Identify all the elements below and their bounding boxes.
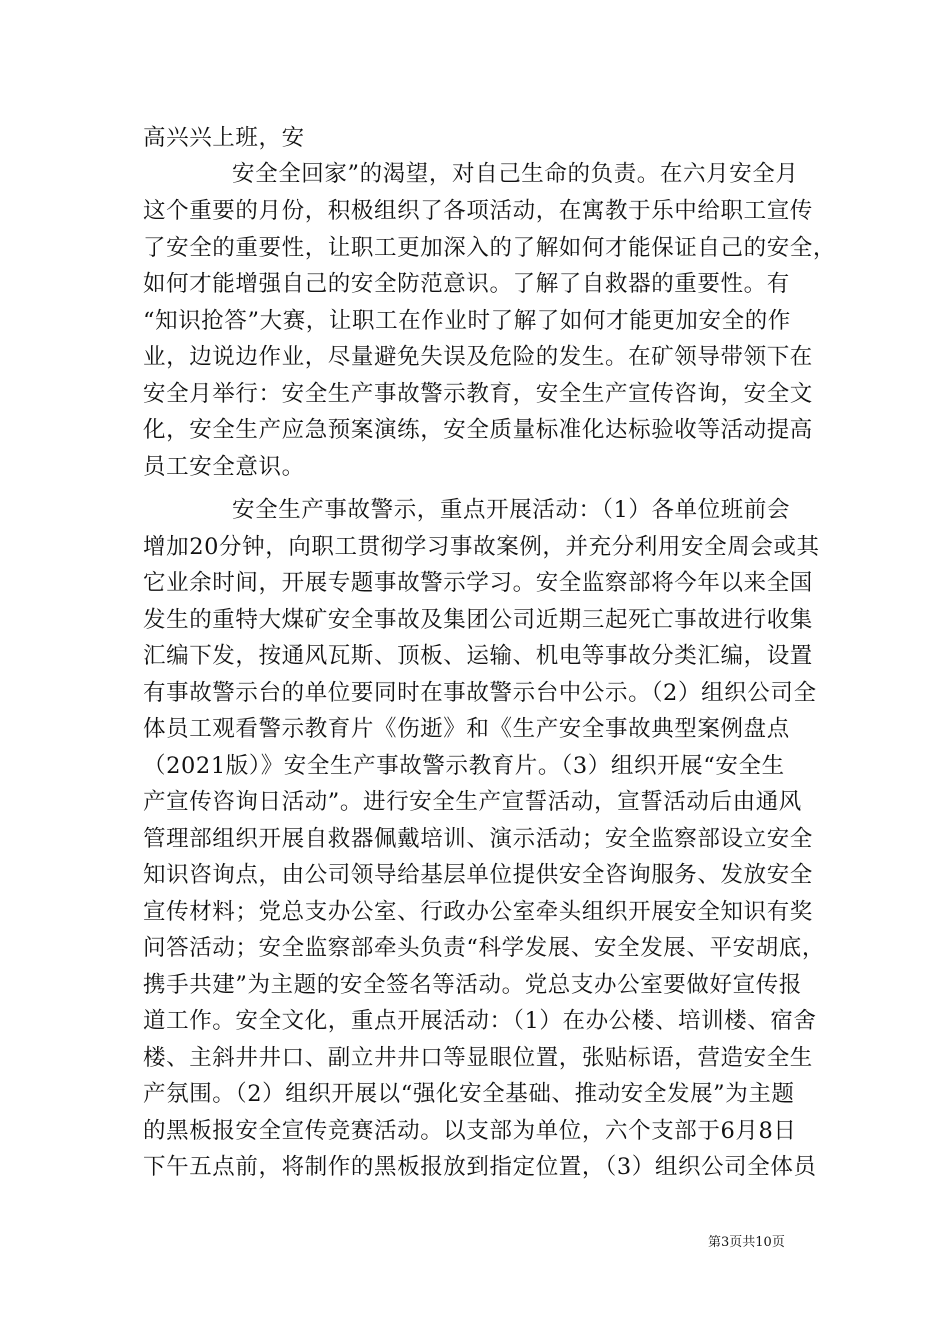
text-line: 体员工观看警示教育片《伤逝》和《生产安全事故典型案例盘点 [143,716,790,742]
text-line: 产氛围。（2）组织开展以“强化安全基础、推动安全发展”为主题 [143,1081,795,1107]
text-line: 它业余时间，开展专题事故警示学习。安全监察部将今年以来全国 [143,570,813,596]
text-line: 汇编下发，按通风瓦斯、顶板、运输、机电等事故分类汇编，设置 [143,643,813,669]
text-line: 发生的重特大煤矿安全事故及集团公司近期三起死亡事故进行收集 [143,607,813,633]
text-line: 下午五点前，将制作的黑板报放到指定位置，（3）组织公司全体员 [143,1154,817,1180]
text-line: 了安全的重要性，让职工更加深入的了解如何才能保证自己的安全， [143,235,837,261]
text-line: 道工作。安全文化，重点开展活动：（1）在办公楼、培训楼、宿舍 [143,1008,817,1034]
text-line: “知识抢答”大赛，让职工在作业时了解了如何才能更加安全的作 [143,308,791,334]
text-line: 安全全回家”的渴望，对自己生命的负责。在六月安全月 [232,161,799,187]
text-line: 宣传材料；党总支办公室、行政办公室牵头组织开展安全知识有奖 [143,899,813,925]
text-line: 高兴兴上班，安 [143,125,305,151]
text-line: 化，安全生产应急预案演练，安全质量标准化达标验收等活动提高 [143,417,813,443]
text-line: 产宣传咨询日活动”。进行安全生产宣誓活动，宣誓活动后由通风 [143,789,802,815]
text-line: 员工安全意识。 [143,454,305,480]
text-line: 问答活动；安全监察部牵头负责“科学发展、安全发展、平安胡底， [143,935,826,961]
text-line: 如何才能增强自己的安全防范意识。了解了自救器的重要性。有 [143,271,790,297]
text-line: 业，边说边作业，尽量避免失误及危险的发生。在矿领导带领下在 [143,344,813,370]
text-line: （2021版）》安全生产事故警示教育片。（3）组织开展“安全生 [143,753,785,779]
text-line: 知识咨询点，由公司领导给基层单位提供安全咨询服务、发放安全 [143,862,813,888]
page-number: 第3页共10页 [708,1235,785,1250]
text-line: 增加20分钟，向职工贯彻学习事故案例，并充分利用安全周会或其 [143,534,820,560]
text-line: 楼、主斜井井口、副立井井口等显眼位置，张贴标语，营造安全生 [143,1045,813,1071]
text-line: 管理部组织开展自救器佩戴培训、演示活动；安全监察部设立安全 [143,826,813,852]
text-line: 携手共建”为主题的安全签名等活动。党总支办公室要做好宣传报 [143,972,802,998]
text-line: 有事故警示台的单位要同时在事故警示台中公示。（2）组织公司全 [143,680,817,706]
text-line: 这个重要的月份，积极组织了各项活动，在寓教于乐中给职工宣传 [143,198,813,224]
text-line: 安全月举行：安全生产事故警示教育，安全生产宣传咨询，安全文 [143,381,813,407]
text-line: 的黑板报安全宣传竞赛活动。以支部为单位，六个支部于6月8日 [143,1118,797,1144]
text-line: 安全生产事故警示，重点开展活动：（1）各单位班前会 [232,497,791,523]
